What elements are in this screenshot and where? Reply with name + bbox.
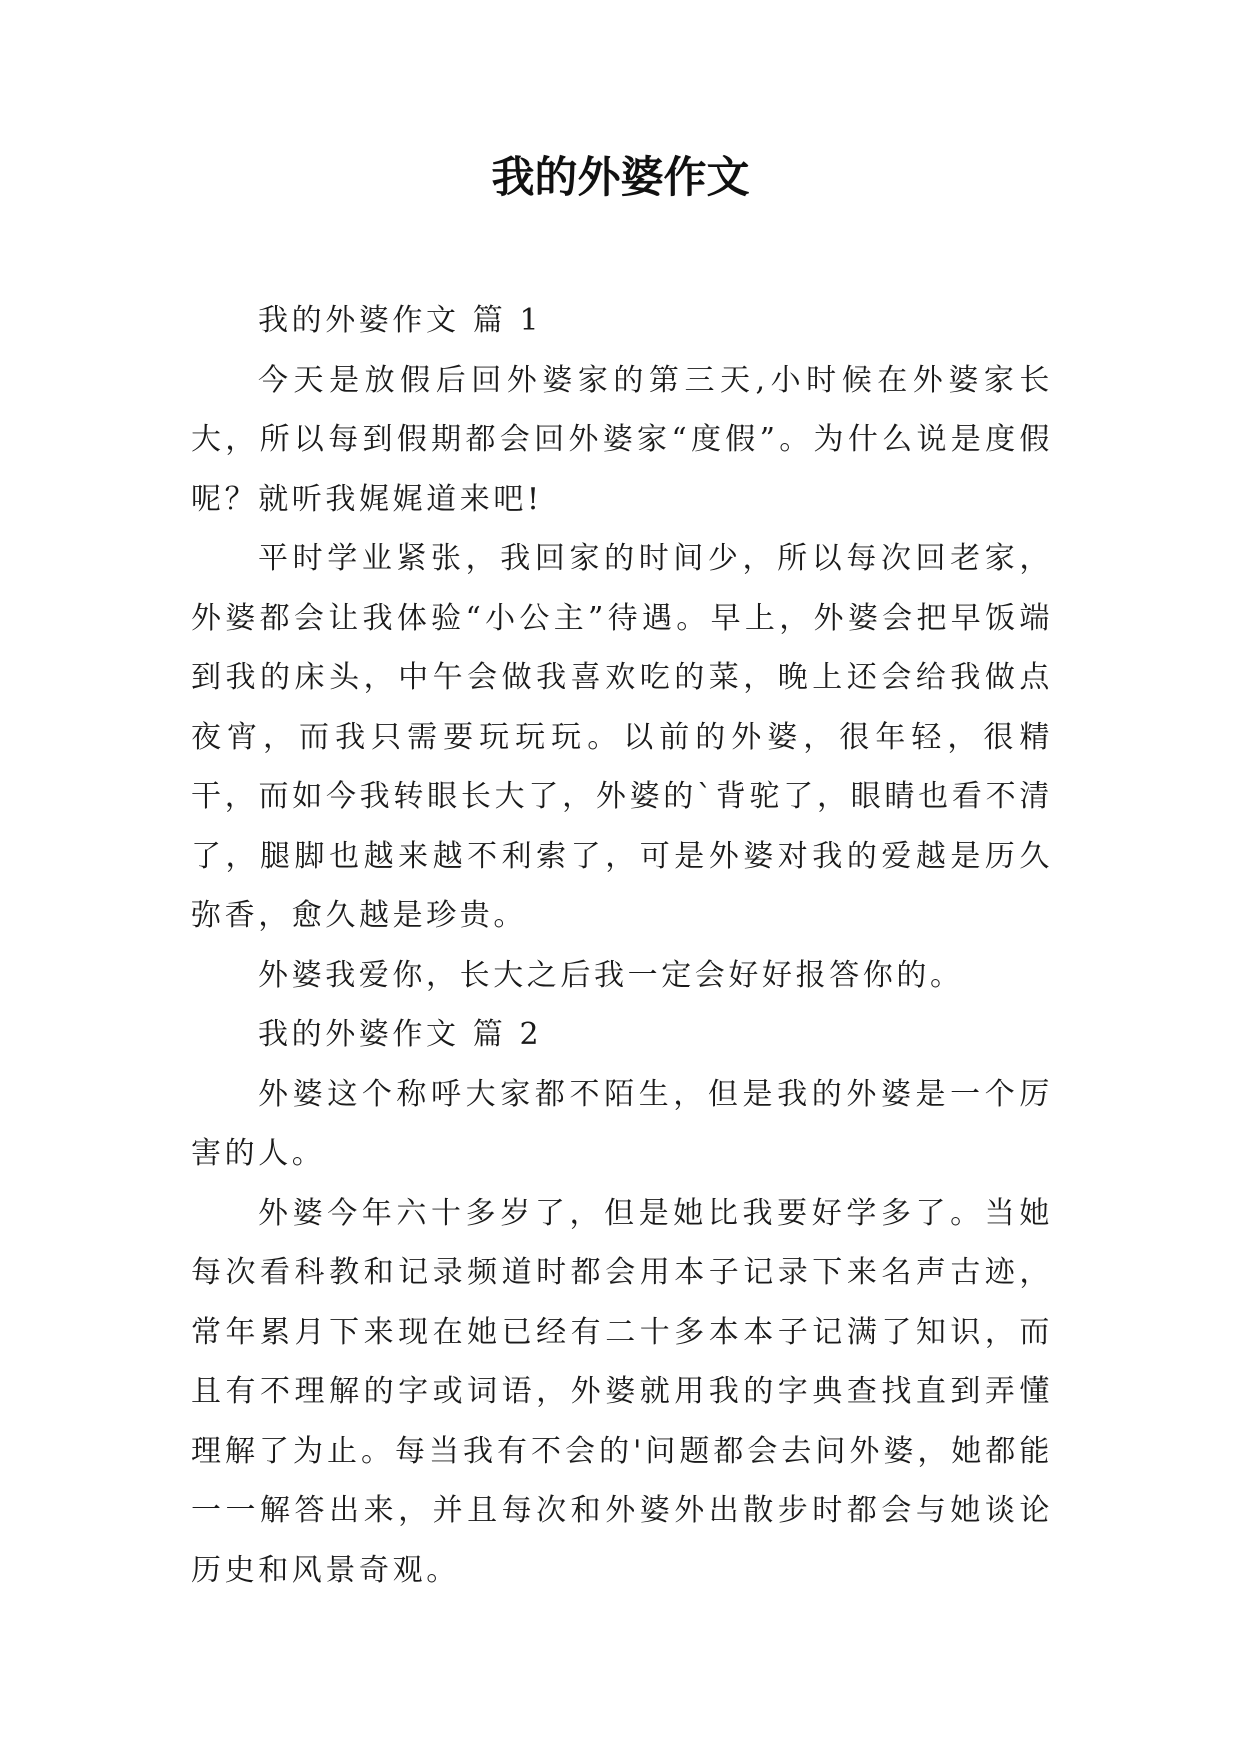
document-title: 我的外婆作文: [491, 153, 750, 203]
paragraph: 外婆今年六十多岁了，但是她比我要好学多了。当她每次看科教和记录频道时都会用本子记录下来名声古迹，常年累月下来现在她已经有二十多本本子记满了知识，而且有不理解的字或词语，外婆就用我的字典查找直到弄懂理解了为止。每当我有不会的'问题都会去问外婆，她都能一一解答出来，并且每次和外婆外出散步时都会与她谈论历史和风景奇观。: [191, 1195, 1053, 1588]
paragraph: 平时学业紧张，我回家的时间少，所以每次回老家，外婆都会让我体验“小公主”待遇。早上，外婆会把早饭端到我的床头，中午会做我喜欢吃的菜，晚上还会给我做点夜宵，而我只需要玩玩玩。以前的外婆，很年轻，很精干，而如今我转眼长大了，外婆的`背驼了，眼睛也看不清了，腿脚也越来越不利索了，可是外婆对我的爱越是历久弥香，愈久越是珍贵。: [191, 541, 1053, 933]
paragraph: 今天是放假后回外婆家的第三天,小时候在外婆家长大，所以每到假期都会回外婆家“度假”。为什么说是度假呢？就听我娓娓道来吧!: [191, 362, 1053, 517]
paragraph: 外婆我爱你，长大之后我一定会好好报答你的。: [258, 957, 964, 993]
paragraph: 外婆这个称呼大家都不陌生，但是我的外婆是一个厉害的人。: [191, 1076, 1053, 1171]
section-heading-2: 我的外婆作文 篇 2: [258, 1017, 543, 1052]
document-body: [191, 291, 1053, 1600]
section-heading-1: 我的外婆作文 篇 1: [258, 303, 543, 338]
